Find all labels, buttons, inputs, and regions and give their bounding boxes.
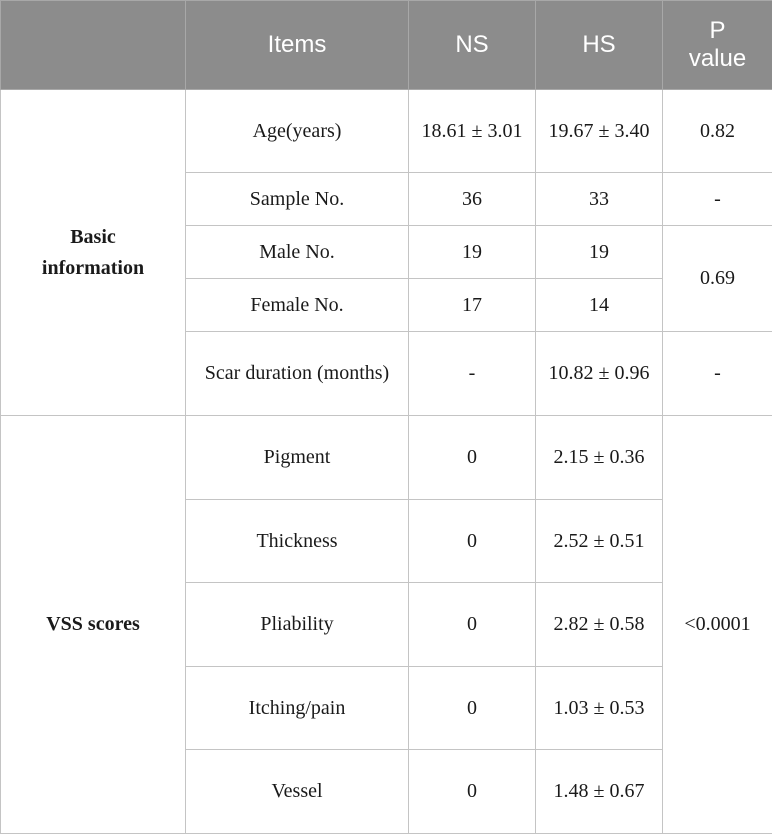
header-group (1, 1, 186, 90)
ns-cell: 0 (409, 750, 536, 834)
hs-cell: 1.03 ± 0.53 (536, 667, 663, 750)
item-cell: Vessel (186, 750, 409, 834)
ns-cell: 0 (409, 500, 536, 583)
hs-cell: 14 (536, 279, 663, 332)
header-items: Items (186, 1, 409, 90)
p-value-cell: - (663, 173, 772, 226)
group-basic-line2: information (41, 256, 145, 279)
ns-cell: 0 (409, 667, 536, 750)
hs-cell: 2.15 ± 0.36 (536, 416, 663, 500)
group-vss-scores: VSS scores (1, 416, 186, 834)
item-cell: Sample No. (186, 173, 409, 226)
item-cell: Pigment (186, 416, 409, 500)
group-basic-line1: Basic (70, 225, 116, 248)
hs-cell: 1.48 ± 0.67 (536, 750, 663, 834)
header-hs: HS (536, 1, 663, 90)
hs-cell: 2.82 ± 0.58 (536, 583, 663, 667)
item-cell: Age(years) (186, 90, 409, 173)
item-cell: Itching/pain (186, 667, 409, 750)
hs-cell: 2.52 ± 0.51 (536, 500, 663, 583)
group-basic-information (1, 90, 186, 416)
header-row (1, 1, 772, 90)
ns-cell: 0 (409, 416, 536, 500)
p-value-cell: 0.82 (663, 90, 772, 173)
item-cell: Female No. (186, 279, 409, 332)
table-row (1, 416, 772, 500)
header-p-value (663, 1, 772, 90)
item-cell: Scar duration (months) (186, 332, 409, 416)
hs-cell: 10.82 ± 0.96 (536, 332, 663, 416)
header-ns: NS (409, 1, 536, 90)
hs-cell: 33 (536, 173, 663, 226)
ns-cell: 36 (409, 173, 536, 226)
table-row (1, 90, 772, 173)
item-cell: Pliability (186, 583, 409, 667)
ns-cell: 18.61 ± 3.01 (409, 90, 536, 173)
p-value-cell: - (663, 332, 772, 416)
header-p-line2: value (688, 45, 747, 72)
header-p-line1: P (709, 17, 726, 44)
item-cell: Male No. (186, 226, 409, 279)
ns-cell: 19 (409, 226, 536, 279)
hs-cell: 19.67 ± 3.40 (536, 90, 663, 173)
p-value-cell: 0.69 (663, 226, 772, 332)
ns-cell: - (409, 332, 536, 416)
item-cell: Thickness (186, 500, 409, 583)
hs-cell: 19 (536, 226, 663, 279)
ns-cell: 0 (409, 583, 536, 667)
p-value-cell: <0.0001 (663, 416, 772, 834)
ns-cell: 17 (409, 279, 536, 332)
